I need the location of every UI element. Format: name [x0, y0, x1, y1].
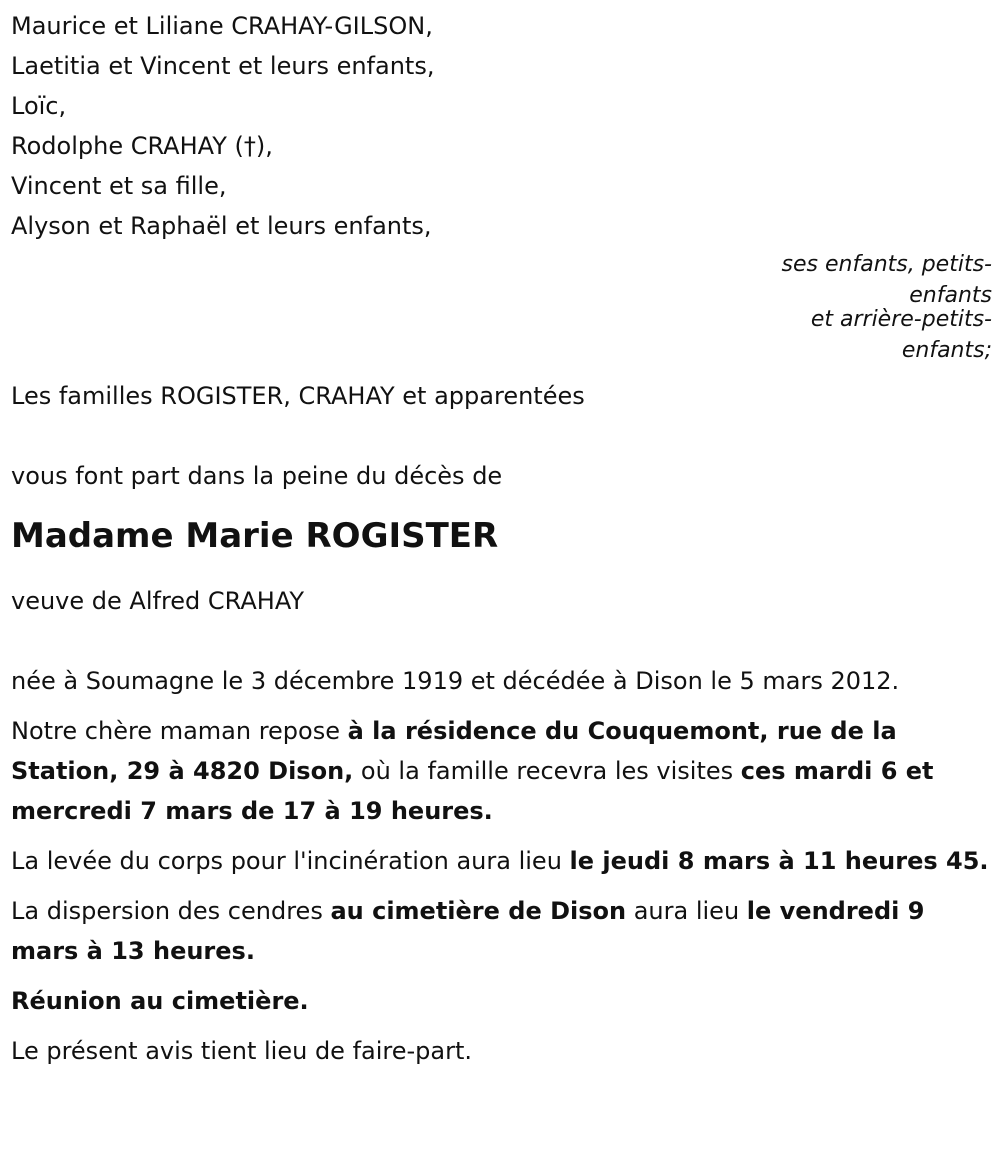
- levee-date: le jeudi 8 mars à 11 heures 45.: [569, 847, 989, 875]
- dispersion-paragraph: [11, 891, 991, 971]
- widow-of: veuve de Alfred CRAHAY: [11, 587, 305, 615]
- levee-paragraph: [11, 841, 991, 881]
- rest-text-1: Notre chère maman repose: [11, 717, 348, 745]
- relation-line-4: enfants;: [901, 338, 992, 363]
- announcement: vous font part dans la peine du décès de: [11, 462, 503, 490]
- other-families: Les familles ROGISTER, CRAHAY et apparentées: [11, 382, 585, 410]
- rest-text-2: où la famille recevra les visites: [353, 757, 741, 785]
- family-list: [11, 6, 991, 246]
- rest-location: à la résidence du Couquemont, rue de la Station, 29 à 4820 Dison,: [11, 717, 897, 785]
- reunion-text: Réunion au cimetière.: [11, 987, 309, 1015]
- family-line-4: Rodolphe CRAHAY (†),: [11, 132, 273, 160]
- dispersion-text-1: La dispersion des cendres: [11, 897, 331, 925]
- closing-paragraph: Le présent avis tient lieu de faire-part.: [11, 1037, 473, 1065]
- dispersion-text-2: aura lieu: [626, 897, 747, 925]
- birth-death: née à Soumagne le 3 décembre 1919 et décédée à Dison le 5 mars 2012.: [11, 667, 900, 695]
- dispersion-place: au cimetière de Dison: [330, 897, 627, 925]
- relation-line-2: enfants: [909, 283, 992, 308]
- relation-line-1: ses enfants, petits-: [781, 252, 992, 277]
- family-line-6: Alyson et Raphaël et leurs enfants,: [11, 212, 432, 240]
- relation-note: [11, 246, 992, 370]
- rest-paragraph: [11, 711, 991, 831]
- reunion-paragraph: [11, 981, 991, 1021]
- family-line-5: Vincent et sa fille,: [11, 172, 227, 200]
- dispersion-date: le vendredi 9 mars à 13 heures.: [11, 897, 925, 965]
- family-line-1: Maurice et Liliane CRAHAY-GILSON,: [11, 12, 433, 40]
- obituary-notice: [11, 6, 991, 1081]
- deceased-name: Madame Marie ROGISTER: [11, 516, 499, 556]
- family-line-3: Loïc,: [11, 92, 67, 120]
- levee-text: La levée du corps pour l'incinération aura lieu: [11, 847, 570, 875]
- visit-times: ces mardi 6 et mercredi 7 mars de 17 à 19 heures.: [11, 757, 934, 825]
- relation-line-3: et arrière-petits-: [810, 307, 992, 332]
- family-line-2: Laetitia et Vincent et leurs enfants,: [11, 52, 435, 80]
